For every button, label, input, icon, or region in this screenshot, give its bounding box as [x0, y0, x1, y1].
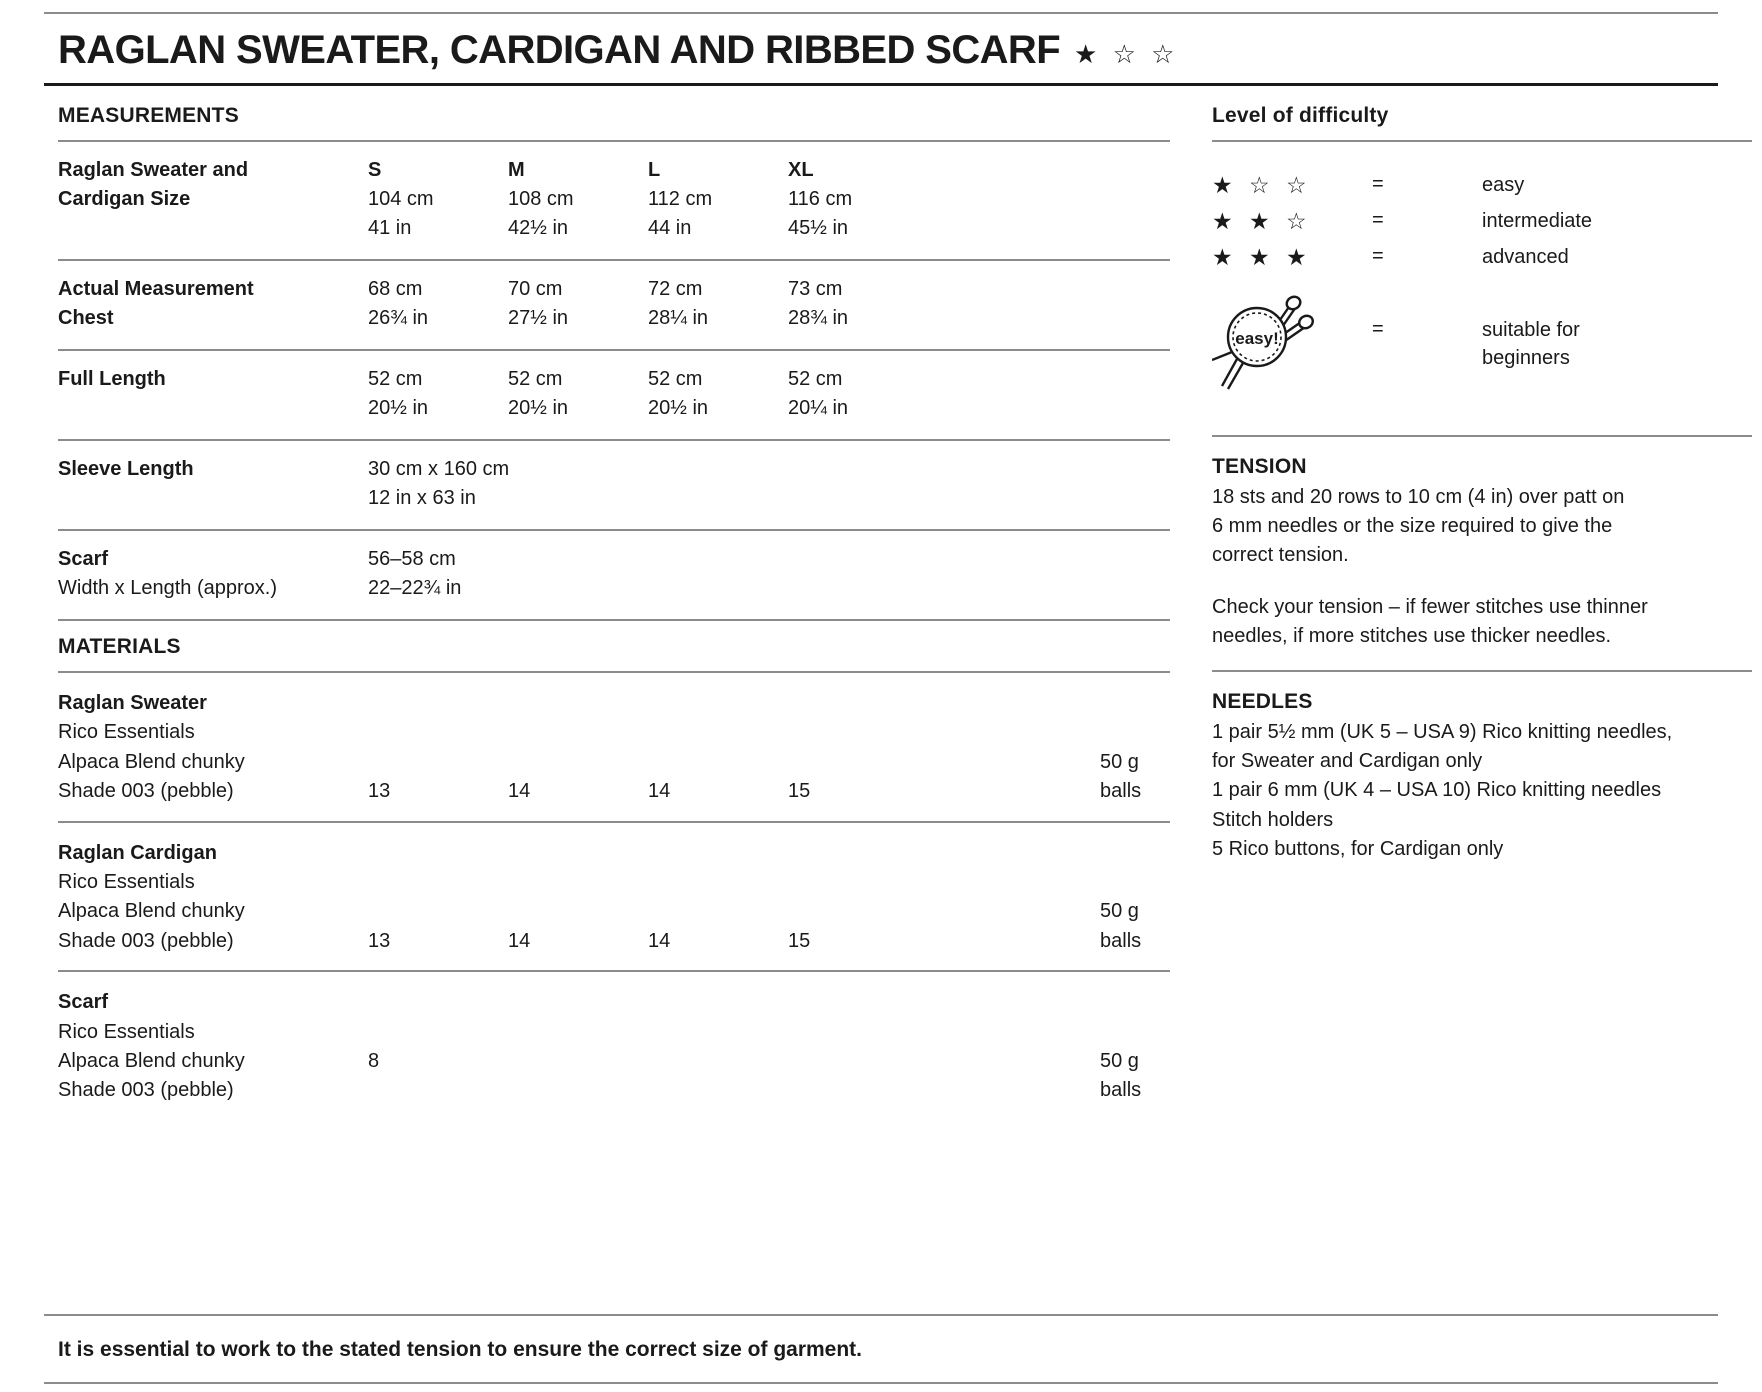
material-shade: Shade 003 (pebble): [58, 780, 234, 803]
material-item-sweater: [58, 673, 1170, 821]
material-item-scarf: [58, 972, 1170, 1120]
equals-sign: =: [1372, 208, 1384, 231]
quantity-xl: 15: [788, 780, 811, 803]
equals-sign: =: [1372, 173, 1384, 195]
chest-cell-l: [648, 275, 788, 333]
row-values: [368, 156, 1170, 243]
material-quality: Alpaca Blend chunky: [58, 750, 245, 773]
row-label: [58, 455, 368, 513]
footer: [44, 1314, 1718, 1384]
beginner-line1: suitable for: [1482, 318, 1580, 341]
measurement-row-full-length: [58, 351, 1170, 439]
needles-body: [1212, 718, 1752, 865]
material-brand: Rico Essentials: [58, 721, 195, 744]
easy-badge-text: easy!: [1235, 328, 1279, 348]
difficulty-level-intermediate: [1212, 204, 1752, 240]
length-in-xl: 20¼ in: [788, 397, 849, 419]
chest-in-s: 26¾ in: [368, 307, 429, 329]
difficulty-level-easy: [1212, 168, 1752, 204]
difficulty-level-beginner: [1212, 276, 1752, 395]
size-in-l: 44 in: [648, 217, 692, 239]
measurement-row-scarf: [58, 531, 1170, 619]
length-in-m: 20½ in: [508, 397, 569, 419]
material-unit: [1100, 988, 1170, 1106]
equals-sign: =: [1372, 244, 1384, 267]
quantity-l: 14: [648, 780, 671, 803]
material-quantities: [368, 988, 1170, 1106]
chest-cell-m: [508, 275, 648, 333]
difficulty-label-advanced: advanced: [1482, 245, 1569, 268]
difficulty-level-advanced: [1212, 240, 1752, 276]
unit-label: balls: [1100, 1079, 1142, 1102]
unit-weight: 50 g: [1100, 900, 1139, 923]
tension-section: [1212, 437, 1752, 652]
equals-sign: =: [1372, 317, 1384, 340]
size-in-m: 42½ in: [508, 217, 569, 239]
material-brand: Rico Essentials: [58, 1020, 195, 1043]
size-cm-l: 112 cm: [648, 188, 713, 210]
quantity-s: 13: [368, 780, 391, 803]
length-cm-s: 52 cm: [368, 368, 423, 390]
length-in-l: 20½ in: [648, 397, 709, 419]
quantity-cell-single: [368, 988, 508, 1106]
pattern-page: [0, 12, 1762, 1392]
tension-note-line1: Check your tension – if fewer stitches use thinner: [1212, 595, 1648, 618]
quantity-cell-m: [508, 839, 648, 957]
footer-bottom-divider: [44, 1382, 1718, 1384]
row-values: [368, 365, 1170, 423]
difficulty-heading: Level of difficulty: [1212, 104, 1389, 127]
scarf-label: Scarf: [58, 548, 109, 570]
unit-weight: 50 g: [1100, 750, 1139, 773]
left-column: [58, 86, 1170, 1120]
size-cm-xl: 116 cm: [788, 188, 853, 210]
tension-line2: 6 mm needles or the size required to give the: [1212, 515, 1613, 538]
material-description: [58, 988, 368, 1106]
sleeve-values: [368, 455, 509, 513]
material-brand: Rico Essentials: [58, 870, 195, 893]
material-unit: [1100, 689, 1170, 807]
needles-line2: for Sweater and Cardigan only: [1212, 750, 1483, 773]
size-header-xl: XL: [788, 159, 814, 181]
quantity-cell-xl: [788, 839, 928, 957]
quantity-cell-xl: [788, 689, 928, 807]
stars-intermediate-icon: ★ ★ ☆: [1212, 207, 1312, 234]
scarf-sublabel: Width x Length (approx.): [58, 577, 277, 599]
length-in-s: 20½ in: [368, 397, 429, 419]
page-title: RAGLAN SWEATER, CARDIGAN AND RIBBED SCARF: [58, 28, 1061, 72]
chest-in-m: 27½ in: [508, 307, 569, 329]
length-cell-xl: [788, 365, 928, 423]
row-label: [58, 275, 368, 333]
measurement-row-chest: [58, 261, 1170, 349]
measurement-row-size: [58, 142, 1170, 259]
material-name: Scarf: [58, 991, 109, 1014]
material-quality: Alpaca Blend chunky: [58, 900, 245, 923]
tension-line1: 18 sts and 20 rows to 10 cm (4 in) over patt on: [1212, 485, 1625, 508]
material-shade: Shade 003 (pebble): [58, 929, 234, 952]
quantity-scarf: 8: [368, 1049, 380, 1072]
material-shade: Shade 003 (pebble): [58, 1079, 234, 1102]
quantity-l: 14: [648, 929, 671, 952]
tension-body: [1212, 483, 1752, 571]
row-values: [368, 275, 1170, 333]
material-name: Raglan Cardigan: [58, 841, 217, 864]
quantity-cell-l: [648, 689, 788, 807]
unit-weight: 50 g: [1100, 1049, 1139, 1072]
row-label-line2: Chest: [58, 307, 114, 329]
sleeve-cm: 30 cm x 160 cm: [368, 458, 510, 480]
difficulty-stars-icon: ★ ☆ ☆: [1074, 39, 1179, 69]
unit-label: balls: [1100, 929, 1142, 952]
yarn-ball-needles-icon: [1212, 290, 1320, 390]
scarf-cm: 56–58 cm: [368, 548, 456, 570]
chest-cm-l: 72 cm: [648, 278, 703, 300]
size-in-s: 41 in: [368, 217, 412, 239]
chest-in-xl: 28¾ in: [788, 307, 849, 329]
material-unit: [1100, 839, 1170, 957]
tension-note-line2: needles, if more stitches use thicker needles.: [1212, 625, 1612, 648]
quantity-xl: 15: [788, 929, 811, 952]
row-label: [58, 156, 368, 243]
row-label: [58, 545, 368, 603]
measurements-heading: MEASUREMENTS: [58, 104, 239, 127]
size-cell-s: [368, 156, 508, 243]
quantity-cell-m: [508, 689, 648, 807]
quantity-m: 14: [508, 929, 531, 952]
length-cm-xl: 52 cm: [788, 368, 843, 390]
size-in-xl: 45½ in: [788, 217, 849, 239]
row-label: [58, 365, 368, 423]
material-quality: Alpaca Blend chunky: [58, 1049, 245, 1072]
tension-line3: correct tension.: [1212, 544, 1349, 567]
chest-cm-m: 70 cm: [508, 278, 563, 300]
size-header-s: S: [368, 159, 382, 181]
needles-line4: Stitch holders: [1212, 808, 1334, 831]
sleeve-label: Sleeve Length: [58, 458, 194, 480]
chest-cm-xl: 73 cm: [788, 278, 843, 300]
length-cell-l: [648, 365, 788, 423]
difficulty-label-easy: easy: [1482, 174, 1525, 196]
length-cell-m: [508, 365, 648, 423]
difficulty-label-beginner: [1482, 290, 1580, 372]
scarf-values: [368, 545, 461, 603]
easy-badge-icon: [1212, 290, 1372, 395]
tension-note: [1212, 593, 1752, 652]
size-cm-s: 104 cm: [368, 188, 434, 210]
needles-heading: NEEDLES: [1212, 689, 1313, 713]
quantity-s: 13: [368, 929, 391, 952]
quantity-m: 14: [508, 780, 531, 803]
material-description: [58, 839, 368, 957]
material-item-cardigan: [58, 823, 1170, 971]
material-quantities: [368, 689, 1170, 807]
right-column: [1212, 86, 1752, 1120]
materials-heading: MATERIALS: [58, 635, 181, 658]
chest-in-l: 28¼ in: [648, 307, 709, 329]
row-label-line1: Actual Measurement: [58, 278, 254, 300]
row-label-line1: Full Length: [58, 368, 166, 390]
tension-heading: TENSION: [1212, 454, 1307, 478]
quantity-cell-s: [368, 689, 508, 807]
difficulty-label-intermediate: intermediate: [1482, 209, 1593, 232]
row-label-line2: Cardigan Size: [58, 188, 191, 210]
measurement-row-sleeve: [58, 441, 1170, 529]
chest-cell-xl: [788, 275, 928, 333]
stars-advanced-icon: ★ ★ ★: [1212, 243, 1312, 270]
sleeve-in: 12 in x 63 in: [368, 487, 476, 509]
needles-section: [1212, 672, 1752, 865]
length-cell-s: [368, 365, 508, 423]
footer-note: It is essential to work to the stated tension to ensure the correct size of garment.: [58, 1338, 863, 1361]
needles-line5: 5 Rico buttons, for Cardigan only: [1212, 838, 1504, 861]
size-cell-xl: [788, 156, 928, 243]
size-cell-m: [508, 156, 648, 243]
size-cm-m: 108 cm: [508, 188, 574, 210]
material-description: [58, 689, 368, 807]
stars-easy-icon: ★ ☆ ☆: [1212, 172, 1312, 198]
row-label-line1: Raglan Sweater and: [58, 159, 249, 181]
length-cm-l: 52 cm: [648, 368, 703, 390]
length-cm-m: 52 cm: [508, 368, 563, 390]
scarf-in: 22–22¾ in: [368, 577, 462, 599]
needles-line3: 1 pair 6 mm (UK 4 – USA 10) Rico knitting needles: [1212, 779, 1662, 802]
size-header-m: M: [508, 159, 525, 181]
content-columns: [44, 86, 1718, 1120]
beginner-line2: beginners: [1482, 346, 1570, 369]
size-cell-l: [648, 156, 788, 243]
material-name: Raglan Sweater: [58, 692, 207, 714]
unit-label: balls: [1100, 780, 1142, 803]
needles-line1: 1 pair 5½ mm (UK 5 – USA 9) Rico knitting needles,: [1212, 720, 1673, 743]
title-row: [44, 14, 1718, 83]
size-header-l: L: [648, 159, 661, 181]
quantity-cell-s: [368, 839, 508, 957]
chest-cm-s: 68 cm: [368, 278, 423, 300]
material-quantities: [368, 839, 1170, 957]
quantity-cell-l: [648, 839, 788, 957]
chest-cell-s: [368, 275, 508, 333]
